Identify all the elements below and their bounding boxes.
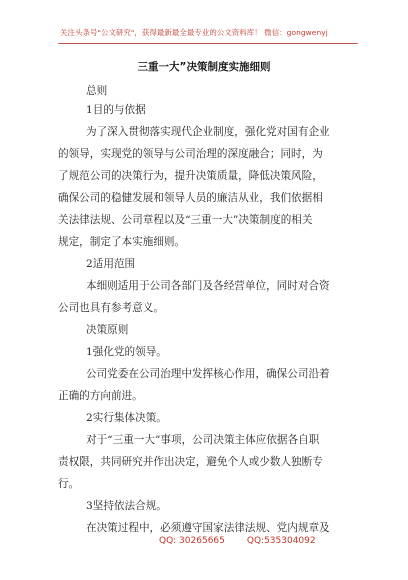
paragraph-line: 公司也具有参考意义。 — [58, 302, 164, 314]
paragraph-line: 本细则适用于公司各部门及各经营单位，同时对合资 — [86, 280, 330, 292]
paragraph-line: 的领导，实现党的领导与公司治理的深度融合；同时，为 — [58, 148, 323, 160]
paragraph-line: 关法律法规、公司章程以及“三重一大”决策制度的相关 — [58, 214, 313, 226]
footer-qq-1: QQ: 30265665 — [159, 536, 225, 546]
paragraph-line: 正确的方向前进。 — [58, 390, 143, 402]
paragraph-line: 行。 — [58, 478, 80, 490]
paragraph-line: 确保公司的稳健发展和领导人员的廉洁从业，我们依据相 — [58, 192, 323, 204]
subheading-collective-decision: 2实行集体决策。 — [86, 412, 167, 424]
section-heading-principles: 决策原则 — [86, 324, 129, 336]
subheading-scope: 2适用范围 — [86, 258, 136, 270]
paragraph-line: 规定，制定了本实施细则。 — [58, 236, 186, 248]
paragraph-line: 责权限，共同研究并作出决定，避免个人或少数人独断专 — [58, 456, 323, 468]
subheading-purpose: 1目的与依据 — [86, 104, 146, 116]
footer-qq-2: QQ:535304092 — [246, 536, 316, 546]
section-heading-general: 总则 — [86, 85, 108, 97]
paragraph-line: 为了深入贯彻落实现代企业制度，强化党对国有企业 — [86, 126, 330, 138]
paragraph-line: 公司党委在公司治理中发挥核心作用，确保公司沿着 — [86, 368, 330, 380]
paragraph-line: 对于“三重一大”事项，公司决策主体应依据各自职 — [86, 434, 320, 446]
subheading-compliance: 3坚持依法合规。 — [86, 500, 167, 512]
header-promo: 关注头条号"公文研究"，获得最新最全最专业的公文资料库！ 微信：gongwenyj — [60, 28, 328, 37]
document-title: 三重一大”决策制度实施细则 — [137, 61, 271, 73]
footer-contacts — [159, 536, 338, 546]
subheading-party-leadership: 1强化党的领导。 — [86, 346, 167, 358]
header-divider — [58, 43, 358, 44]
paragraph-line: 在决策过程中，必须遵守国家法律法规、党内规章及 — [86, 522, 330, 534]
paragraph-line: 了规范公司的决策行为，提升决策质量，降低决策风险， — [58, 170, 323, 182]
